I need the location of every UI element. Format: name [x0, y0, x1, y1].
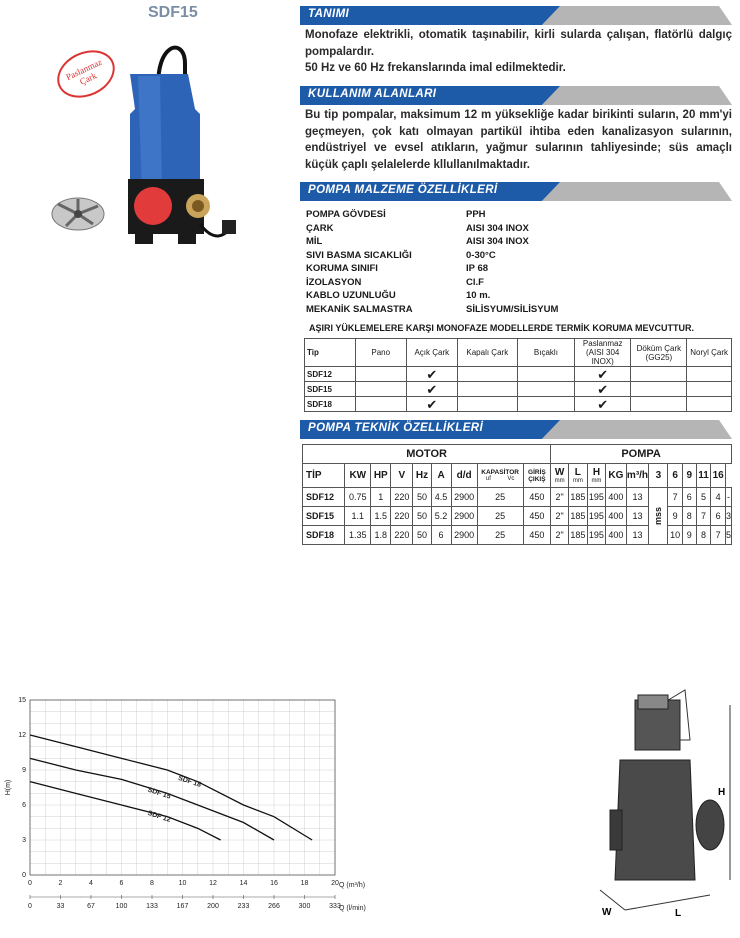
tech-cell: SDF15 — [303, 507, 345, 526]
tech-header — [303, 464, 345, 488]
tech-header-label: KW — [349, 470, 367, 481]
tech-cell: 3 — [725, 507, 731, 526]
check-icon: ✔ — [597, 366, 609, 382]
x-tick-label: 10 — [178, 880, 187, 887]
material-value: 0-30°C — [466, 249, 496, 261]
material-value: AISI 304 INOX — [466, 222, 529, 234]
table-row — [303, 488, 732, 507]
y-axis-label: H(m) — [5, 779, 12, 796]
tech-cell: 50 — [413, 507, 431, 526]
x-tick-label: 8 — [150, 880, 154, 887]
options-cell — [517, 397, 574, 412]
options-tip: SDF18 — [305, 397, 356, 412]
options-cell — [631, 382, 687, 397]
tech-cell: 13 — [626, 526, 649, 545]
options-header: Bıçaklı — [517, 339, 574, 367]
x-tick-label: 12 — [209, 880, 217, 887]
material-label: ÇARK — [306, 222, 334, 234]
tech-header-label: Hz — [415, 470, 429, 481]
tech-header-label: A — [437, 470, 445, 481]
x2-tick-label: 233 — [237, 903, 250, 910]
mss-label — [649, 488, 668, 545]
options-cell — [517, 382, 574, 397]
series-line — [30, 782, 221, 840]
tech-cell: 2900 — [451, 507, 477, 526]
options-cell — [355, 367, 406, 382]
options-cell — [517, 367, 574, 382]
tech-header-label: TİP — [306, 470, 322, 481]
material-value: SİLİSYUM/SİLİSYUM — [466, 303, 559, 315]
pompa-header: POMPA — [551, 445, 732, 464]
tech-header — [431, 464, 451, 488]
tech-header-label: 16 — [712, 470, 724, 481]
tech-cell: 195 — [587, 488, 606, 507]
tech-cell: 9 — [682, 526, 696, 545]
options-tip: SDF12 — [305, 367, 356, 382]
tech-cell: 2900 — [451, 526, 477, 545]
check-icon: ✔ — [426, 366, 438, 382]
series-line — [30, 735, 312, 840]
tech-header — [451, 464, 477, 488]
tech-cell: 5 — [696, 488, 711, 507]
y-tick-label: 3 — [22, 837, 26, 844]
tech-header-label: m³/h — [626, 470, 649, 481]
y-tick-label: 0 — [22, 872, 26, 879]
x2-tick-label: 33 — [56, 903, 65, 910]
tech-header — [551, 464, 569, 488]
options-cell — [355, 382, 406, 397]
options-cell — [457, 382, 517, 397]
tech-cell: 1.8 — [371, 526, 391, 545]
options-cell — [687, 397, 732, 412]
series-label: SDF 12 — [146, 809, 172, 824]
material-label: SIVI BASMA SICAKLIĞI — [306, 249, 412, 261]
tech-header-label: HP — [373, 470, 388, 481]
options-header: Kapalı Çark — [457, 339, 517, 367]
tech-header — [413, 464, 431, 488]
tech-cell: 7 — [696, 507, 711, 526]
tech-cell: 450 — [523, 507, 551, 526]
tech-cell: 1 — [371, 488, 391, 507]
tech-cell: SDF18 — [303, 526, 345, 545]
check-icon: ✔ — [426, 396, 438, 412]
tech-header — [391, 464, 413, 488]
check-icon: ✔ — [597, 381, 609, 397]
unit-label: mm — [572, 478, 583, 484]
tech-cell: 6 — [682, 488, 696, 507]
x-tick-label: 6 — [119, 880, 124, 887]
tech-cell: 6 — [711, 507, 726, 526]
x2-tick-label: 0 — [28, 903, 32, 910]
tech-cell: 1.35 — [345, 526, 371, 545]
material-label: İZOLASYON — [306, 276, 362, 288]
options-header: Noryl Çark — [687, 339, 732, 367]
section-tanimi: TANIMI — [300, 6, 732, 25]
section-malzeme: POMPA MALZEME ÖZELLİKLERİ — [300, 182, 732, 201]
tech-cell: 195 — [587, 526, 606, 545]
material-value: 10 m. — [466, 290, 491, 301]
options-cell — [631, 397, 687, 412]
tech-header — [682, 464, 696, 488]
tech-header — [606, 464, 626, 488]
tech-header — [696, 464, 711, 488]
tech-cell: 25 — [477, 507, 523, 526]
tech-cell: 9 — [668, 507, 682, 526]
kullanim-text: Bu tip pompalar, maksimum 12 m yüksekliğe kadar birikinti suların, 20 mm'yi geçmeyen, çok katı olmayan partikül ihtiba eden kanalizasyon sularının, endüstriyel ve evsel atıkların, yağmur sularının tahliyesinde; süs amaçlı küçük çaplı şelalelerde kllullanılmaktadır. — [305, 109, 732, 171]
unit-label: uf — [485, 476, 491, 482]
tech-cell: 50 — [413, 488, 431, 507]
section-teknik: POMPA TEKNİK ÖZELLİKLERİ — [300, 420, 732, 439]
material-label: MİL — [306, 236, 323, 247]
material-value: AISI 304 INOX — [466, 236, 529, 247]
options-cell — [574, 382, 630, 397]
dimension-drawing — [580, 680, 735, 925]
tech-table — [302, 444, 732, 545]
tech-cell: 220 — [391, 488, 413, 507]
material-label: KABLO UZUNLUĞU — [306, 290, 396, 301]
unit-label: Vc — [507, 476, 515, 482]
tech-header-label: W — [554, 467, 565, 478]
options-cell — [687, 382, 732, 397]
y-tick-label: 15 — [18, 697, 26, 704]
options-table — [304, 338, 732, 412]
table-row — [305, 397, 732, 412]
x-tick-label: 20 — [331, 880, 339, 887]
series-label: SDF 18 — [177, 774, 202, 789]
tech-header — [477, 464, 523, 488]
check-icon: ✔ — [426, 381, 438, 397]
dim-w-label: W — [602, 907, 612, 918]
tech-header-label: L — [574, 467, 581, 478]
dim-l-label: L — [675, 908, 682, 919]
tech-header — [569, 464, 588, 488]
dim-h-label: H — [718, 787, 726, 798]
tech-cell: 8 — [696, 526, 711, 545]
tech-cell: 2" — [551, 507, 569, 526]
tech-cell: 2" — [551, 488, 569, 507]
tech-cell: 450 — [523, 488, 551, 507]
tech-header — [626, 464, 649, 488]
material-label: KORUMA SINIFI — [306, 263, 378, 274]
stainless-impeller-stamp: Paslanmaz Çark — [50, 41, 123, 106]
tech-cell: 2900 — [451, 488, 477, 507]
x-tick-label: 18 — [300, 880, 309, 887]
tech-cell: 25 — [477, 488, 523, 507]
options-header: Paslanmaz (AISI 304 INOX) — [574, 339, 630, 367]
options-cell — [457, 367, 517, 382]
tech-cell: 400 — [606, 488, 626, 507]
tech-cell: 450 — [523, 526, 551, 545]
tech-header — [649, 464, 668, 488]
tech-cell: 4.5 — [431, 488, 451, 507]
options-cell — [687, 367, 732, 382]
options-cell — [406, 382, 457, 397]
material-label: POMPA GÖVDESİ — [306, 209, 386, 220]
options-cell — [355, 397, 406, 412]
tanimi-text: Monofaze elektrikli, otomatik taşınabilir, kirli sularda çalışan, flatörlü dalgıç pompalardır. 50 Hz ve 60 Hz frekanslarında imal edilmektedir. — [305, 29, 732, 74]
tech-header-label: 6 — [672, 470, 678, 481]
x2-tick-label: 300 — [298, 903, 311, 910]
options-tip: SDF15 — [305, 382, 356, 397]
performance-chart — [0, 690, 390, 915]
tech-header-label: 11 — [698, 470, 709, 481]
x2-axis-label: Q (l/min) — [339, 905, 366, 912]
tech-cell: 185 — [569, 488, 588, 507]
tech-header-label: d/d — [456, 470, 472, 481]
tech-cell: 10 — [668, 526, 682, 545]
tech-cell: 400 — [606, 507, 626, 526]
tech-cell: 185 — [569, 507, 588, 526]
tech-cell: 6 — [431, 526, 451, 545]
options-header: Tip — [305, 339, 356, 367]
tech-cell: 7 — [668, 488, 682, 507]
tech-cell: 50 — [413, 526, 431, 545]
material-value: IP 68 — [466, 263, 489, 274]
y-tick-label: 9 — [22, 767, 26, 774]
material-value: Cl.F — [466, 276, 484, 288]
tech-cell: 2" — [551, 526, 569, 545]
options-header: Açık Çark — [406, 339, 457, 367]
material-label: MEKANİK SALMASTRA — [306, 303, 413, 315]
x-axis-label: Q (m³/h) — [339, 882, 366, 889]
tech-cell: 1.5 — [371, 507, 391, 526]
tech-cell: - — [725, 488, 731, 507]
x-tick-label: 2 — [58, 880, 63, 887]
overload-note: AŞIRI YÜKLEMELERE KARŞI MONOFAZE MODELLERDE TERMİK KORUMA MEVCUTTUR. — [309, 323, 695, 333]
tech-cell: 400 — [606, 526, 626, 545]
tech-header — [587, 464, 606, 488]
tech-header-label: 3 — [655, 470, 662, 481]
unit-label: mm — [591, 478, 602, 484]
tech-header-label: KAPASİTOR — [481, 469, 519, 476]
tech-cell: 25 — [477, 526, 523, 545]
tech-cell: 195 — [587, 507, 606, 526]
unit-label: mm — [554, 478, 565, 484]
options-header: Pano — [355, 339, 406, 367]
y-tick-label: 12 — [18, 732, 26, 739]
tech-cell: SDF12 — [303, 488, 345, 507]
tech-header — [345, 464, 371, 488]
tech-header-label: 9 — [686, 470, 693, 481]
section-kullanim: KULLANIM ALANLARI — [300, 86, 732, 105]
x2-tick-label: 100 — [115, 903, 128, 910]
x-tick-label: 16 — [270, 880, 278, 887]
tech-cell: 5 — [725, 526, 731, 545]
tech-header-label: H — [592, 467, 601, 478]
tech-header-label: GİRİŞ ÇIKIŞ — [528, 468, 546, 483]
tech-cell: 5.2 — [431, 507, 451, 526]
x2-tick-label: 167 — [176, 903, 189, 910]
options-cell — [406, 367, 457, 382]
x2-tick-label: 266 — [268, 903, 280, 910]
product-title: SDF15 — [148, 4, 198, 21]
tech-header-label: KG — [608, 470, 624, 481]
tech-header — [371, 464, 391, 488]
x2-tick-label: 67 — [87, 903, 95, 910]
table-row — [303, 526, 732, 545]
tech-header-label: V — [398, 470, 406, 481]
tech-cell: 7 — [711, 526, 726, 545]
mss-text: mss — [653, 506, 664, 526]
x-tick-label: 4 — [89, 880, 93, 887]
x-tick-label: 14 — [239, 880, 248, 887]
table-row — [305, 367, 732, 382]
material-value: PPH — [466, 209, 486, 220]
options-cell — [457, 397, 517, 412]
x2-tick-label: 133 — [146, 903, 158, 910]
tech-cell: 13 — [626, 488, 649, 507]
options-cell — [406, 397, 457, 412]
tech-header — [711, 464, 726, 488]
tech-header — [523, 464, 551, 488]
series-label: SDF 15 — [146, 786, 172, 801]
x-tick-label: 0 — [28, 880, 32, 887]
table-row — [305, 382, 732, 397]
tech-cell: 8 — [682, 507, 696, 526]
x2-tick-label: 200 — [207, 903, 219, 910]
motor-header: MOTOR — [303, 445, 551, 464]
options-cell — [574, 397, 630, 412]
tech-cell: 1.1 — [345, 507, 371, 526]
options-cell — [631, 367, 687, 382]
tech-cell: 0.75 — [345, 488, 371, 507]
tech-cell: 13 — [626, 507, 649, 526]
table-row — [303, 507, 732, 526]
options-cell — [574, 367, 630, 382]
options-header: Döküm Çark (GG25) — [631, 339, 687, 367]
tech-header — [668, 464, 682, 488]
tech-cell: 4 — [711, 488, 726, 507]
tech-cell: 220 — [391, 526, 413, 545]
y-tick-label: 6 — [22, 802, 26, 809]
x2-tick-label: 333 — [329, 903, 341, 910]
check-icon: ✔ — [597, 396, 609, 412]
tech-cell: 220 — [391, 507, 413, 526]
tech-cell: 185 — [569, 526, 588, 545]
